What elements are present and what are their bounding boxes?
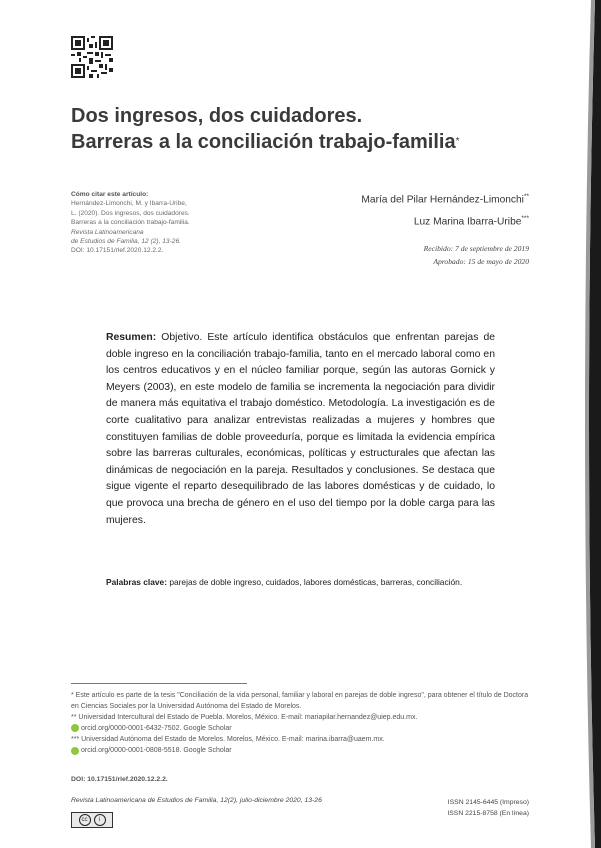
citation-line: L. (2020). Dos ingresos, dos cuidadores. [71, 209, 190, 217]
keywords-label: Palabras clave: [106, 577, 167, 587]
dates-block [289, 242, 529, 268]
orcid-link[interactable]: orcid.org/0000-0001-6432-7502. Google Scholar [81, 725, 232, 733]
abstract-text: Objetivo. Este artículo identifica obstáculos que enfrentan parejas de doble ingreso en la conciliación trabajo-familia, tanto en el mercado laboral como en los centros educativos y en el núcleo familiar porque, según las autoras Gornick y Meyers (2003), en este modelo de familia se incrementa la negociación para dividir de manera más equitativa el trabajo doméstico. Metodología. La investigación es de corte cualitativo para analizar entrevistas realizadas a mujeres y hombres que constituyen familias de doble proveeduría, porque es limitada la evidencia empírica sobre las barreras culturales, económicas, políticas y estructurales que afectan las dinámicas de negociación en la pareja. Resultados y conclusiones. Se destaca que sigue vigente el reparto desequilibrado de las labores domésticas y de cuidado, lo que provoca una brecha de género en el uso del tiempo por la doble carga para las mujeres. [106, 332, 496, 526]
citation-line: Hernández-Limonchi, M. y Ibarra-Uribe, [71, 200, 187, 208]
doi[interactable]: DOI: 10.17151/rlef.2020.12.2.2. [71, 776, 168, 783]
qr-code-icon [71, 36, 113, 78]
authors-block [229, 187, 529, 232]
title-line-2-text: Barreras a la conciliación trabajo-familia [71, 131, 456, 153]
keywords-text: parejas de doble ingreso, cuidados, labores domésticas, barreras, conciliación. [169, 577, 463, 587]
orcid-link[interactable]: orcid.org/0000-0001-0808-5518. Google Scholar [81, 747, 232, 755]
issn-online: ISSN 2215-8758 (En línea) [447, 810, 529, 817]
footnote-divider [71, 683, 247, 684]
title-line-2 [71, 129, 501, 155]
orcid-icon [71, 724, 79, 732]
cc-icon: cc [79, 814, 91, 826]
received-date: Recibido: 7 de septiembre de 2019 [423, 244, 529, 253]
title-line-1: Dos ingresos, dos cuidadores. [71, 105, 363, 127]
citation-journal: Revista Latinoamericana [71, 228, 144, 236]
author-2-mark: *** [521, 215, 529, 223]
issn-block [447, 797, 529, 819]
author-1 [229, 187, 529, 209]
by-icon: i [94, 814, 106, 826]
issn-print: ISSN 2145-6445 (Impreso) [447, 799, 529, 806]
article-title [71, 103, 501, 155]
orcid-icon [71, 747, 79, 755]
footnote-3: *** Universidad Autónoma del Estado de Morelos. Morelos, México. E-mail: marina.ibarra@uaem.mx. [71, 736, 385, 744]
footnote-2-orcid [71, 723, 536, 734]
author-1-name: María del Pilar Hernández-Limonchi [361, 194, 524, 206]
citation-volume: de Estudios de Familia, 12 (2), 13-26. [71, 238, 181, 246]
approved-date: Aprobado: 15 de mayo de 2020 [433, 257, 529, 266]
footnote-3-orcid [71, 745, 536, 756]
page-edge-decoration [573, 0, 601, 848]
author-1-mark: ** [523, 193, 529, 200]
keywords [106, 576, 495, 589]
citation-line: Barreras a la conciliación trabajo-familia. [71, 219, 190, 227]
footnote-1: * Este artículo es parte de la tesis "Conciliación de la vida personal, familiar y laboral en parejas de doble ingreso", para obtener el título de Doctora en Ciencias Sociales por la Universidad Autónoma del Estado de Morelos. [71, 692, 529, 711]
abstract-label: Resumen: [106, 332, 157, 343]
author-2-name: Luz Marina Ibarra-Uribe [413, 216, 522, 228]
creative-commons-icon[interactable] [71, 812, 113, 828]
citation-label: Cómo citar este artículo: [71, 191, 149, 198]
journal-reference: Revista Latinoamericana de Estudios de Familia, 12(2), julio-diciembre 2020, 13-26 [71, 797, 322, 804]
title-footnote-mark: * [455, 136, 460, 147]
author-2 [229, 209, 529, 231]
abstract [106, 330, 495, 529]
citation-journal-volume [71, 237, 231, 246]
citation-doi: DOI: 10.17151/rlef.2020.12.2.2. [71, 247, 164, 255]
footnote-2: ** Universidad Intercultural del Estado de Puebla. Morelos, México. E-mail: mariapilar.hernandez@uiep.edu.mx. [71, 714, 418, 722]
footnotes [71, 690, 536, 757]
citation-block [71, 190, 231, 256]
